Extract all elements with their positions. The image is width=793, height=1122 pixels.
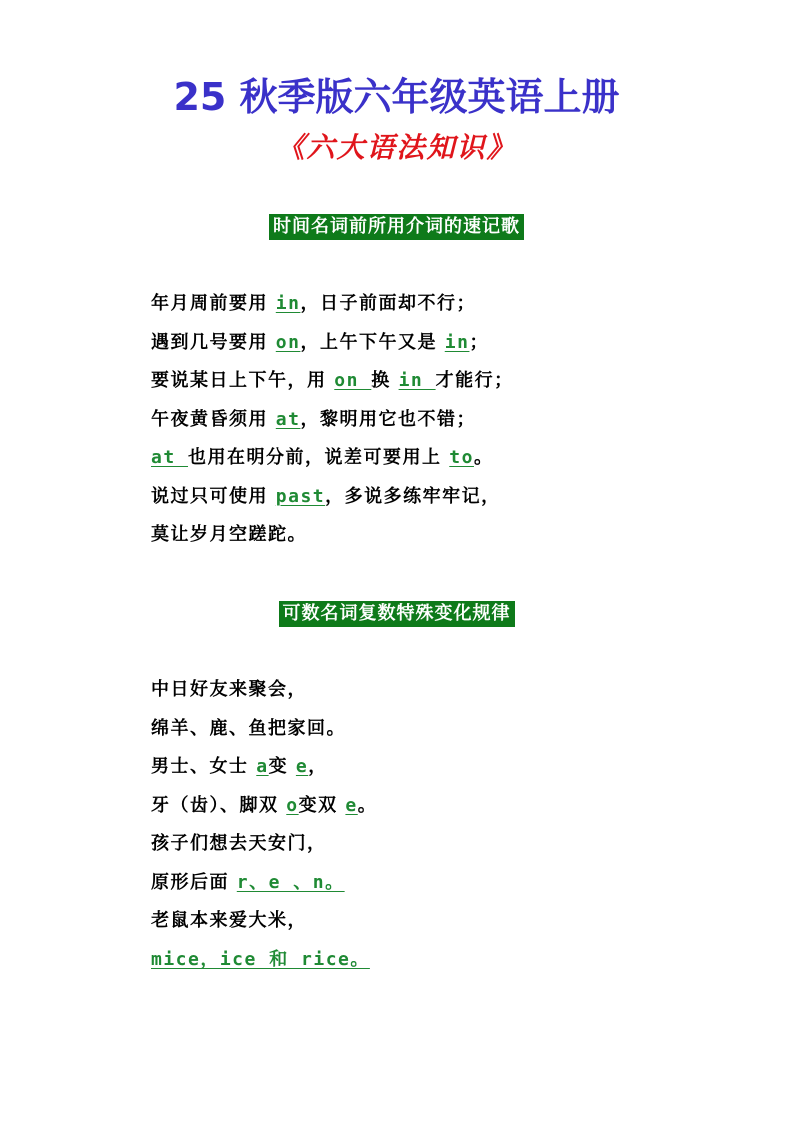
poem-text: 换 xyxy=(371,370,399,391)
poem-line xyxy=(151,908,711,947)
poem-line xyxy=(151,716,711,755)
poem-text: 。 xyxy=(473,447,494,468)
poem-text: ， xyxy=(308,756,328,777)
keyword-highlight: in xyxy=(398,370,436,391)
poem-line xyxy=(151,754,711,793)
poem-line xyxy=(151,445,711,484)
poem-text: 要说某日上下午，用 xyxy=(151,370,335,391)
plural-rhyme xyxy=(151,677,711,985)
poem-text: 变 xyxy=(268,756,296,777)
poem-line xyxy=(151,291,711,330)
poem-text: 年月周前要用 xyxy=(151,293,276,314)
section-heading-label: 可数名词复数特殊变化规律 xyxy=(279,601,515,627)
poem-line xyxy=(151,407,711,446)
poem-text: 牙（齿）、脚双 xyxy=(151,794,287,816)
poem-line xyxy=(151,947,711,986)
poem-text: ，日子前面却不行； xyxy=(300,293,476,314)
poem-line xyxy=(151,870,711,909)
poem-text: 说过只可使用 xyxy=(151,485,276,507)
keyword-highlight: at xyxy=(275,408,301,430)
section-heading-plurals xyxy=(0,601,793,627)
section-heading-label: 时间名词前所用介词的速记歌 xyxy=(269,214,524,240)
poem-text: 遇到几号要用 xyxy=(151,331,276,353)
poem-text: 。 xyxy=(357,794,378,816)
section-heading-prepositions xyxy=(0,214,793,240)
poem-text: 才能行； xyxy=(435,370,514,391)
poem-text: 老鼠本来爱大米， xyxy=(151,910,307,931)
keyword-highlight: mice，ice 和 rice。 xyxy=(151,948,370,970)
poem-line xyxy=(151,677,711,716)
keyword-highlight: a xyxy=(256,756,269,777)
keyword-highlight: r、e 、n。 xyxy=(236,871,345,893)
keyword-highlight: in xyxy=(444,331,470,353)
keyword-highlight: on xyxy=(275,331,301,353)
poem-line xyxy=(151,368,711,407)
poem-text: 绵羊、鹿、鱼把家回。 xyxy=(151,717,346,739)
preposition-rhyme xyxy=(151,291,711,561)
poem-text: ； xyxy=(469,331,489,353)
poem-text: 男士、女士 xyxy=(151,756,257,777)
poem-text: 莫让岁月空蹉跎。 xyxy=(151,524,307,545)
poem-text: ，多说多练牢牢记， xyxy=(325,485,501,507)
keyword-highlight: e xyxy=(345,794,358,816)
poem-line xyxy=(151,793,711,832)
keyword-highlight: o xyxy=(286,794,299,816)
poem-line xyxy=(151,831,711,870)
keyword-highlight: e xyxy=(295,756,309,777)
poem-text: ，上午下午又是 xyxy=(300,331,445,353)
poem-text: 原形后面 xyxy=(151,871,237,893)
poem-text: 也用在明分前，说差可要用上 xyxy=(188,447,450,468)
poem-line xyxy=(151,522,711,561)
poem-line xyxy=(151,330,711,369)
poem-text: ，黎明用它也不错； xyxy=(300,408,476,430)
poem-text: 变双 xyxy=(298,794,346,816)
poem-line xyxy=(151,484,711,523)
keyword-highlight: in xyxy=(275,293,301,314)
keyword-highlight: past xyxy=(275,485,326,507)
poem-text: 孩子们想去天安门， xyxy=(151,833,327,854)
document-title: 25 秋季版六年级英语上册 xyxy=(173,75,620,119)
keyword-highlight: on xyxy=(334,370,372,391)
poem-text: 中日好友来聚会， xyxy=(151,679,307,700)
poem-text: 午夜黄昏须用 xyxy=(151,408,276,430)
keyword-highlight: to xyxy=(449,447,474,468)
document-subtitle: 《六大语法知识》 xyxy=(276,131,517,164)
keyword-highlight: at xyxy=(151,447,189,468)
